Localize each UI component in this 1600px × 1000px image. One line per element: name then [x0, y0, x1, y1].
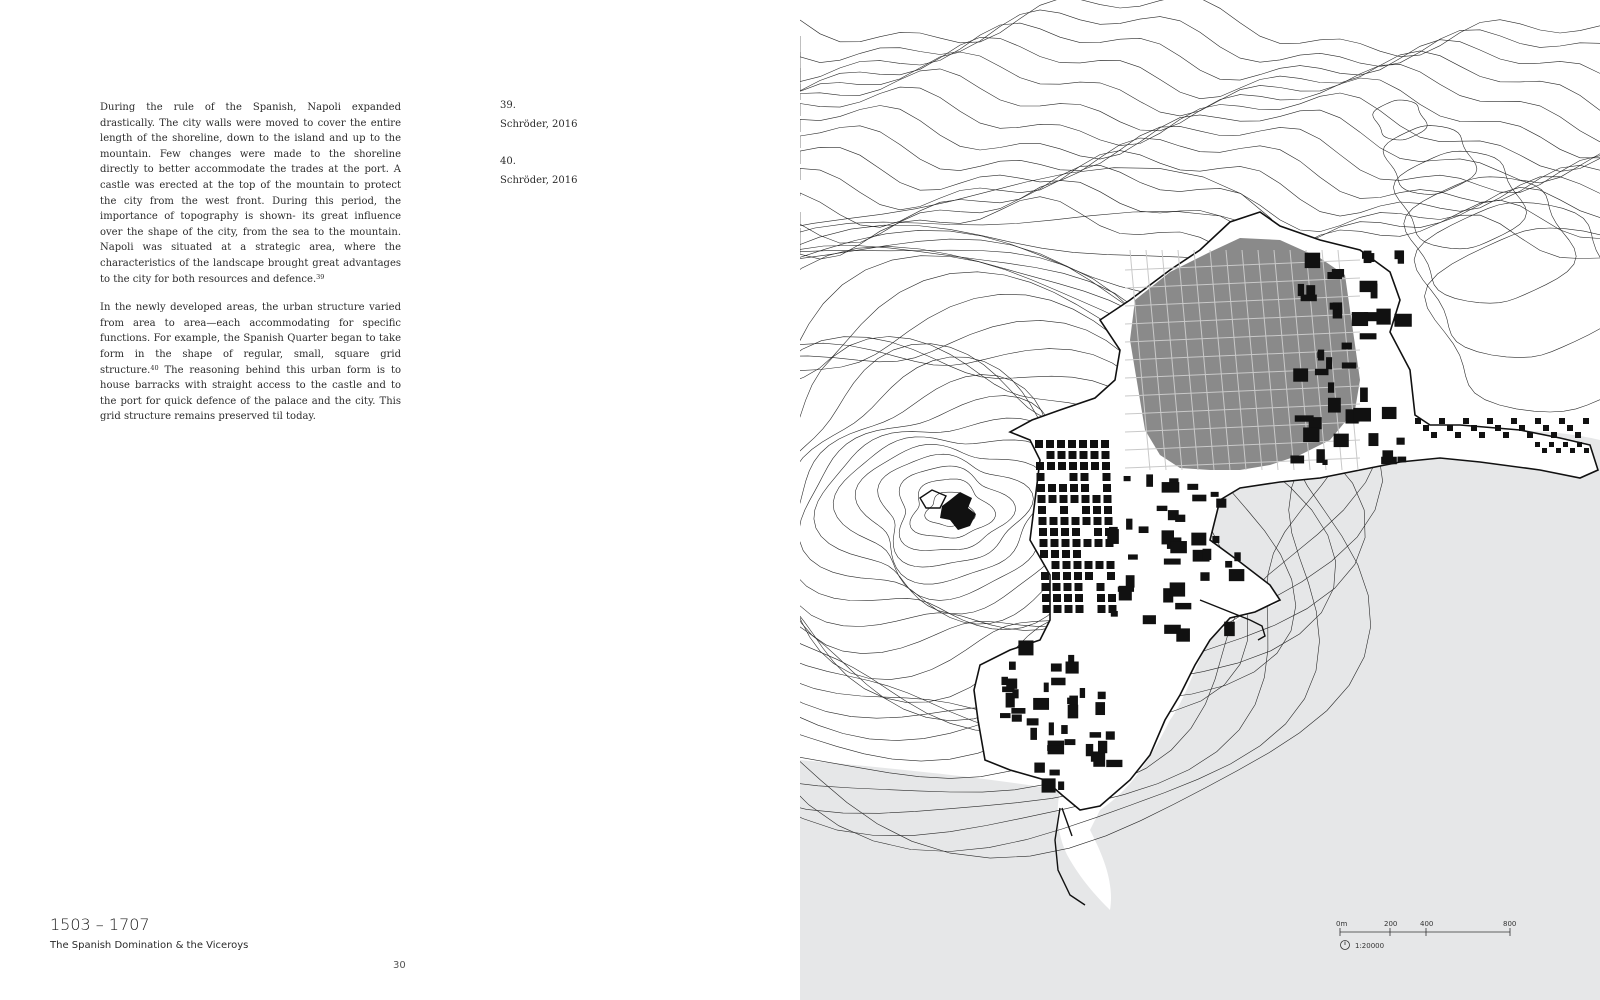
chapter-title: The Spanish Domination & the Viceroys	[50, 940, 249, 951]
chapter-years: 1503 – 1707	[50, 915, 150, 934]
note-39	[500, 100, 640, 130]
scale-label-200: 200	[1384, 920, 1398, 928]
page-number: 30	[393, 960, 406, 971]
note-citation: Schröder, 2016	[500, 119, 578, 130]
footnote-ref-40: 40	[150, 363, 159, 372]
scale-label-800: 800	[1503, 920, 1517, 928]
paragraph-1: During the rule of the Spanish, Napoli expanded drastically. The city walls were moved to cover the entire length of the shoreline, down to the island and up to the mountain. Few changes were made to the shoreline directly to better accommodate the trades at the port. A castle was erected at the top of the mountain to protect the city from the west front. During this period, the importance of topography is shown- its great influence over the shape of the city, from the sea to the mountain. Napoli was situated at a strategic area, where the characteristics of the landscape brought great advantages to the city for both resources and defence.$^{39}$	[100, 102, 401, 285]
castle-fort	[920, 490, 976, 530]
note-40	[500, 156, 640, 186]
note-number: 39.	[500, 100, 516, 111]
map-page	[800, 0, 1600, 1000]
margin-notes	[500, 100, 640, 212]
scale-ratio: 1:20000	[1355, 942, 1385, 950]
paragraph-2: In the newly developed areas, the urban structure varied from area to area—each accommodating for specific functions. For example, the Spanish Quarter began to take form in the shape of regular, small, square grid structure.$^{40}$ The reasoning behind this urban form is to house barracks with straight access to the castle and to the port for quick defence of the palace and the city. This grid structure remains preserved til today.	[100, 302, 401, 423]
note-citation: Schröder, 2016	[500, 175, 578, 186]
chapter-heading	[50, 915, 248, 951]
naples-figure-ground-map	[800, 0, 1600, 1000]
scale-label-400: 400	[1420, 920, 1434, 928]
footnote-ref-39: 39	[316, 272, 325, 281]
scale-label-0: 0m	[1336, 920, 1348, 928]
body-text	[100, 100, 401, 438]
note-number: 40.	[500, 156, 516, 167]
